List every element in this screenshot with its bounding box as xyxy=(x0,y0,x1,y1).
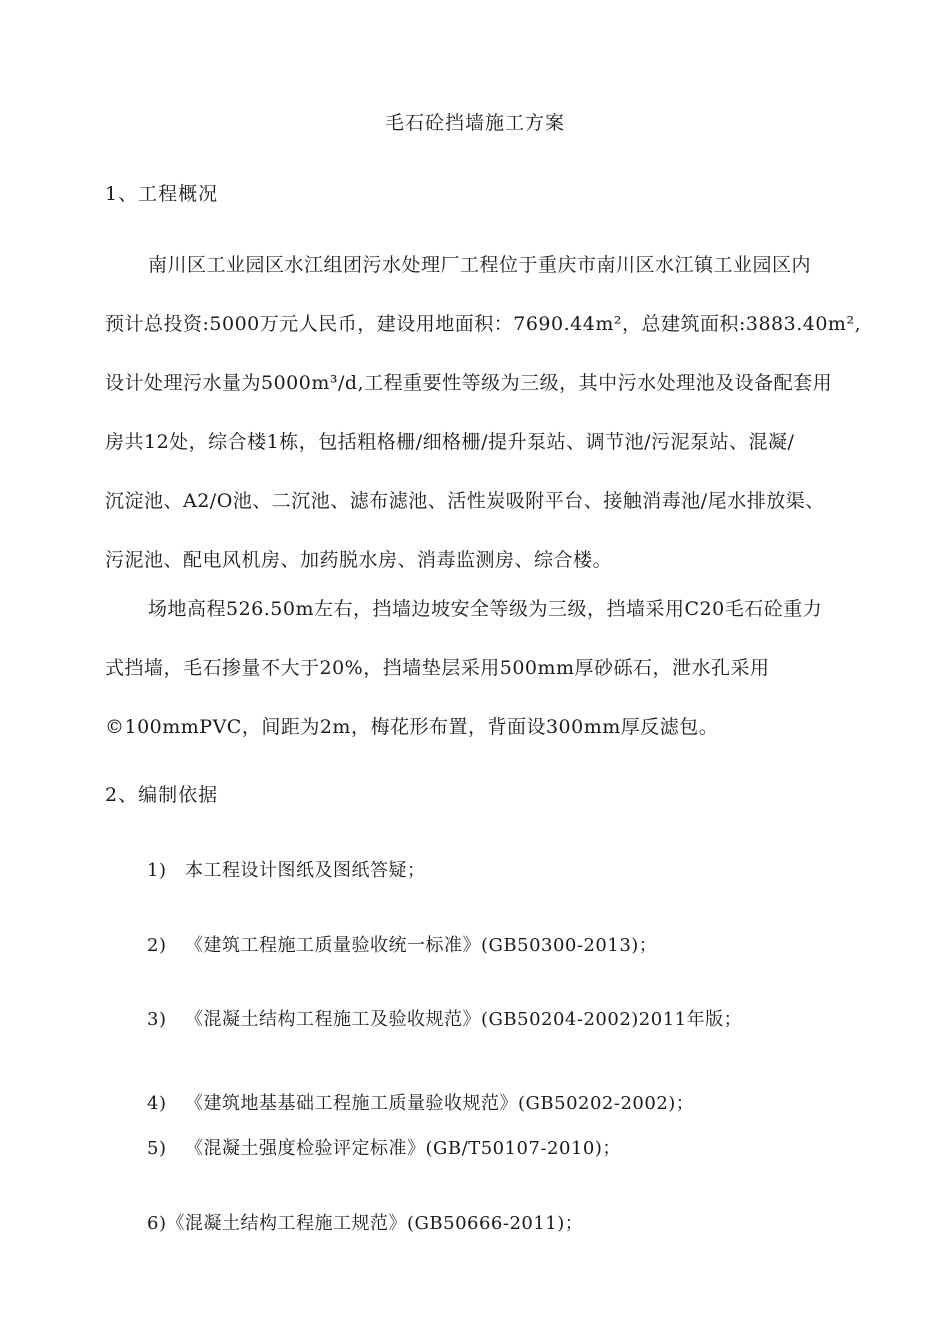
reference-number: 6) xyxy=(147,1213,167,1234)
paragraph-line: 沉淀池、A2/O池、二沉池、滤布滤池、活性炭吸附平台、接触消毒池/尾水排放渠、 xyxy=(105,490,825,512)
reference-item xyxy=(147,1089,694,1115)
paragraph-line: 污泥池、配电风机房、加药脱水房、消毒监测房、综合楼。 xyxy=(105,549,613,571)
paragraph-line: 式挡墙，毛石掺量不大于20%，挡墙垫层采用500mm厚砂砾石，泄水孔采用 xyxy=(105,657,770,679)
reference-text: 《建筑工程施工质量验收统一标准》(GB50300-2013)； xyxy=(185,935,658,956)
paragraph-line: ©100mmPVC，间距为2m，梅花形布置，背面设300mm厚反滤包。 xyxy=(105,716,719,738)
paragraph-line: 房共12处，综合楼1栋，包括粗格栅/细格栅/提升泵站、调节池/污泥泵站、混凝/ xyxy=(105,431,795,453)
reference-number: 4) xyxy=(147,1093,167,1114)
reference-number: 2) xyxy=(147,935,167,956)
reference-text: 《混凝土强度检验评定标准》(GB/T50107-2010)； xyxy=(185,1138,621,1159)
section-1-paragraph-1 xyxy=(105,250,862,604)
reference-item xyxy=(147,931,657,957)
reference-number: 3) xyxy=(147,1009,167,1030)
reference-text: 本工程设计图纸及图纸答疑； xyxy=(185,860,426,881)
section-2-heading: 2、编制依据 xyxy=(105,784,219,806)
reference-text: 《混凝土结构工程施工及验收规范》(GB50204-2002)2011年版； xyxy=(185,1009,743,1030)
paragraph-line: 南川区工业园区水江组团污水处理厂工程位于重庆市南川区水江镇工业园区内 xyxy=(148,254,812,276)
reference-item xyxy=(147,856,426,882)
section-1-paragraph-2 xyxy=(105,594,850,771)
reference-item xyxy=(147,1134,621,1160)
reference-number: 1) xyxy=(147,860,167,881)
reference-text: 《混凝土结构工程施工规范》(GB50666-2011)； xyxy=(166,1213,584,1234)
section-1-heading: 1、工程概况 xyxy=(105,183,219,205)
document-title: 毛石砼挡墙施工方案 xyxy=(384,112,565,134)
paragraph-line: 预计总投资:5000万元人民币，建设用地面积：7690.44m²，总建筑面积:3883.40m², xyxy=(105,313,862,335)
paragraph-line: 场地高程526.50m左右，挡墙边坡安全等级为三级，挡墙采用C20毛石砼重力 xyxy=(148,598,823,620)
paragraph-line: 设计处理污水量为5000m³/d,工程重要性等级为三级，其中污水处理池及设备配套用 xyxy=(105,372,833,394)
reference-text: 《建筑地基基础工程施工质量验收规范》(GB50202-2002)； xyxy=(185,1093,695,1114)
reference-item xyxy=(147,1209,583,1235)
reference-item xyxy=(147,1005,742,1031)
reference-number: 5) xyxy=(147,1138,167,1159)
